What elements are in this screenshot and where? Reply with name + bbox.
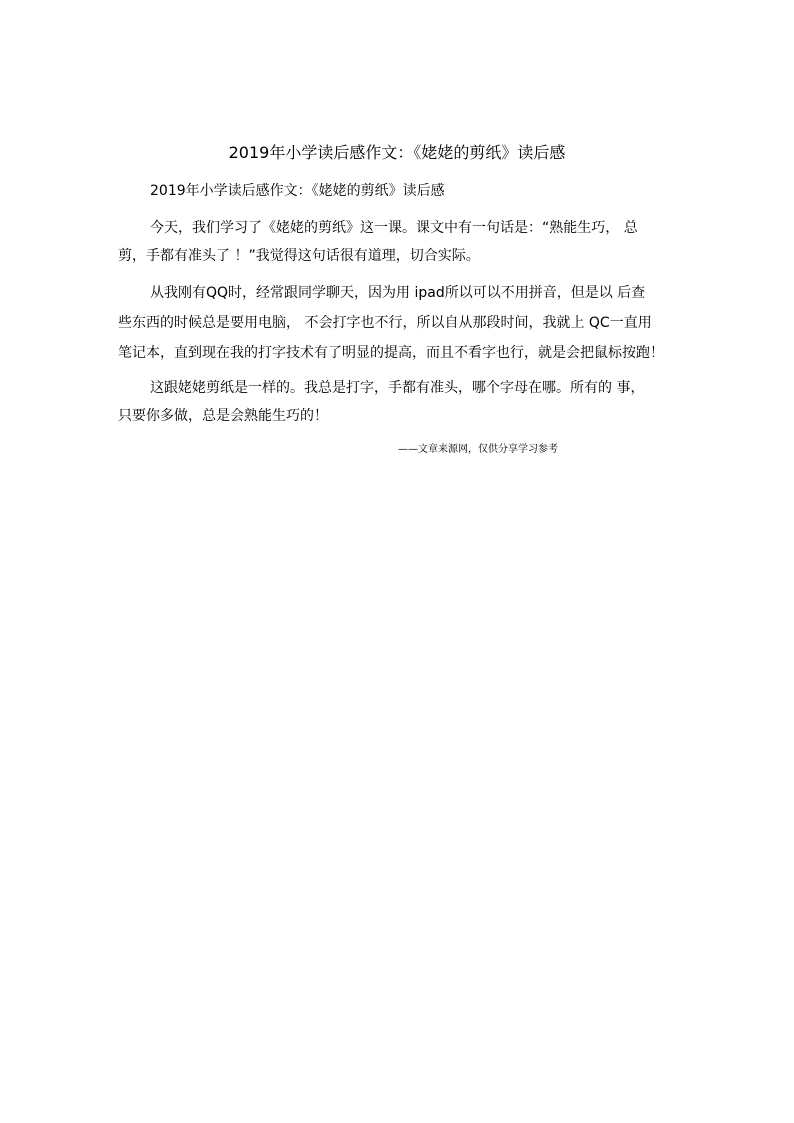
source-footer: ——文章来源网，仅供分享学习参考	[398, 444, 558, 455]
document-subtitle: 2019年小学读后感作文：《姥姥的剪纸》读后感	[150, 183, 445, 199]
paragraph-2-line-1: 从我刚有QQ时，经常跟同学聊天，因为用 ipad所以可以不用拼音，但是以 后查	[150, 285, 646, 301]
paragraph-2-line-2: 些东西的时候总是要用电脑， 不会打字也不行，所以自从那段时间，我就上 QC一直用	[118, 315, 652, 331]
document-title: 2019年小学读后感作文：《姥姥的剪纸》读后感	[228, 143, 566, 162]
paragraph-3-line-1: 这跟姥姥剪纸是一样的。我总是打字，手都有准头，哪个字母在哪。所有的 事，	[150, 380, 645, 396]
paragraph-1-line-1: 今天，我们学习了《姥姥的剪纸》这一课。课文中有一句话是：“熟能生巧， 总	[150, 220, 638, 236]
paragraph-1-line-2: 剪，手都有准头了 ！”我觉得这句话很有道理，切合实际。	[118, 248, 480, 264]
paragraph-2-line-3: 笔记本，直到现在我的打字技术有了明显的提高，而且不看字也行，就是会把鼠标按跑！	[118, 345, 664, 361]
paragraph-3-line-2: 只要你多做，总是会熟能生巧的！	[118, 408, 328, 424]
